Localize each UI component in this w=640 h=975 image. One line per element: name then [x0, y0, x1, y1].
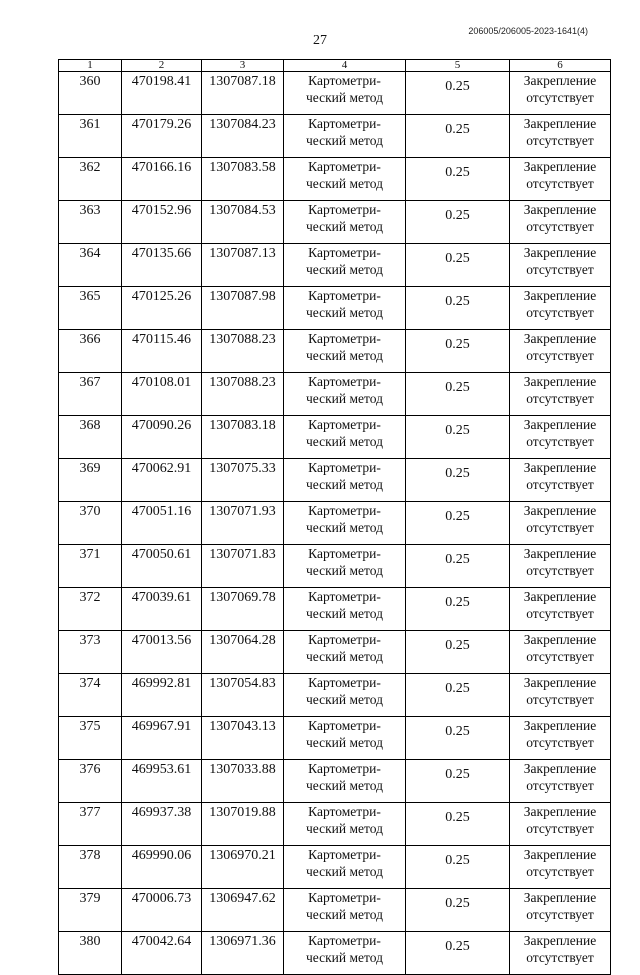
fixing-status-cell: Закрепление отсутствует	[510, 631, 611, 674]
fixing-status-cell: Закрепление отсутствует	[510, 244, 611, 287]
x-coordinate-cell: 470179.26	[122, 115, 202, 158]
point-number-cell: 366	[59, 330, 122, 373]
fixing-status-cell: Закрепление отсутствует	[510, 717, 611, 760]
y-coordinate-cell: 1307069.78	[202, 588, 284, 631]
page-number: 27	[313, 33, 327, 48]
point-number-cell: 370	[59, 502, 122, 545]
x-coordinate-cell: 470115.46	[122, 330, 202, 373]
method-cell: Картометри- ческий метод	[284, 201, 406, 244]
method-cell: Картометри- ческий метод	[284, 115, 406, 158]
accuracy-cell: 0.25	[406, 674, 510, 717]
fixing-status-cell: Закрепление отсутствует	[510, 459, 611, 502]
x-coordinate-cell: 469990.06	[122, 846, 202, 889]
accuracy-cell: 0.25	[406, 330, 510, 373]
x-coordinate-cell: 469992.81	[122, 674, 202, 717]
fixing-status-cell: Закрепление отсутствует	[510, 330, 611, 373]
fixing-status-cell: Закрепление отсутствует	[510, 502, 611, 545]
accuracy-cell: 0.25	[406, 760, 510, 803]
column-header: 3	[202, 60, 284, 72]
x-coordinate-cell: 470039.61	[122, 588, 202, 631]
y-coordinate-cell: 1307043.13	[202, 717, 284, 760]
point-number-cell: 362	[59, 158, 122, 201]
table-row	[59, 588, 611, 631]
accuracy-cell: 0.25	[406, 588, 510, 631]
fixing-status-cell: Закрепление отсутствует	[510, 545, 611, 588]
point-number-cell: 367	[59, 373, 122, 416]
point-number-cell: 371	[59, 545, 122, 588]
method-cell: Картометри- ческий метод	[284, 502, 406, 545]
point-number-cell: 379	[59, 889, 122, 932]
y-coordinate-cell: 1307083.58	[202, 158, 284, 201]
accuracy-cell: 0.25	[406, 846, 510, 889]
table-header-row	[59, 60, 611, 72]
table-row	[59, 631, 611, 674]
accuracy-cell: 0.25	[406, 201, 510, 244]
point-number-cell: 378	[59, 846, 122, 889]
x-coordinate-cell: 470062.91	[122, 459, 202, 502]
y-coordinate-cell: 1306971.36	[202, 932, 284, 975]
method-cell: Картометри- ческий метод	[284, 330, 406, 373]
table-row	[59, 72, 611, 115]
column-header: 4	[284, 60, 406, 72]
point-number-cell: 364	[59, 244, 122, 287]
x-coordinate-cell: 469953.61	[122, 760, 202, 803]
method-cell: Картометри- ческий метод	[284, 545, 406, 588]
fixing-status-cell: Закрепление отсутствует	[510, 416, 611, 459]
x-coordinate-cell: 470135.66	[122, 244, 202, 287]
accuracy-cell: 0.25	[406, 631, 510, 674]
point-number-cell: 375	[59, 717, 122, 760]
y-coordinate-cell: 1307033.88	[202, 760, 284, 803]
table-row	[59, 717, 611, 760]
y-coordinate-cell: 1307071.83	[202, 545, 284, 588]
accuracy-cell: 0.25	[406, 373, 510, 416]
fixing-status-cell: Закрепление отсутствует	[510, 803, 611, 846]
fixing-status-cell: Закрепление отсутствует	[510, 158, 611, 201]
y-coordinate-cell: 1307087.98	[202, 287, 284, 330]
accuracy-cell: 0.25	[406, 244, 510, 287]
y-coordinate-cell: 1307071.93	[202, 502, 284, 545]
fixing-status-cell: Закрепление отсутствует	[510, 932, 611, 975]
table-row	[59, 846, 611, 889]
method-cell: Картометри- ческий метод	[284, 760, 406, 803]
point-number-cell: 365	[59, 287, 122, 330]
x-coordinate-cell: 470198.41	[122, 72, 202, 115]
table-row	[59, 244, 611, 287]
table-row	[59, 502, 611, 545]
y-coordinate-cell: 1307054.83	[202, 674, 284, 717]
coordinates-table	[58, 59, 611, 975]
table-row	[59, 416, 611, 459]
x-coordinate-cell: 469937.38	[122, 803, 202, 846]
point-number-cell: 363	[59, 201, 122, 244]
x-coordinate-cell: 470051.16	[122, 502, 202, 545]
table-row	[59, 201, 611, 244]
method-cell: Картометри- ческий метод	[284, 244, 406, 287]
table-row	[59, 545, 611, 588]
table-row	[59, 932, 611, 975]
accuracy-cell: 0.25	[406, 459, 510, 502]
method-cell: Картометри- ческий метод	[284, 932, 406, 975]
method-cell: Картометри- ческий метод	[284, 416, 406, 459]
x-coordinate-cell: 470050.61	[122, 545, 202, 588]
method-cell: Картометри- ческий метод	[284, 588, 406, 631]
fixing-status-cell: Закрепление отсутствует	[510, 72, 611, 115]
column-header: 2	[122, 60, 202, 72]
fixing-status-cell: Закрепление отсутствует	[510, 115, 611, 158]
column-header: 1	[59, 60, 122, 72]
y-coordinate-cell: 1306947.62	[202, 889, 284, 932]
y-coordinate-cell: 1307083.18	[202, 416, 284, 459]
accuracy-cell: 0.25	[406, 115, 510, 158]
fixing-status-cell: Закрепление отсутствует	[510, 846, 611, 889]
accuracy-cell: 0.25	[406, 72, 510, 115]
accuracy-cell: 0.25	[406, 717, 510, 760]
column-header: 5	[406, 60, 510, 72]
table-body	[59, 72, 611, 975]
point-number-cell: 361	[59, 115, 122, 158]
fixing-status-cell: Закрепление отсутствует	[510, 760, 611, 803]
table-row	[59, 803, 611, 846]
y-coordinate-cell: 1307087.13	[202, 244, 284, 287]
table-row	[59, 459, 611, 502]
x-coordinate-cell: 470006.73	[122, 889, 202, 932]
accuracy-cell: 0.25	[406, 502, 510, 545]
y-coordinate-cell: 1307075.33	[202, 459, 284, 502]
point-number-cell: 377	[59, 803, 122, 846]
accuracy-cell: 0.25	[406, 932, 510, 975]
point-number-cell: 360	[59, 72, 122, 115]
method-cell: Картометри- ческий метод	[284, 846, 406, 889]
accuracy-cell: 0.25	[406, 889, 510, 932]
accuracy-cell: 0.25	[406, 416, 510, 459]
accuracy-cell: 0.25	[406, 545, 510, 588]
method-cell: Картометри- ческий метод	[284, 631, 406, 674]
x-coordinate-cell: 470125.26	[122, 287, 202, 330]
column-header: 6	[510, 60, 611, 72]
y-coordinate-cell: 1307084.53	[202, 201, 284, 244]
fixing-status-cell: Закрепление отсутствует	[510, 674, 611, 717]
y-coordinate-cell: 1307084.23	[202, 115, 284, 158]
method-cell: Картометри- ческий метод	[284, 158, 406, 201]
point-number-cell: 376	[59, 760, 122, 803]
fixing-status-cell: Закрепление отсутствует	[510, 373, 611, 416]
method-cell: Картометри- ческий метод	[284, 459, 406, 502]
accuracy-cell: 0.25	[406, 158, 510, 201]
point-number-cell: 380	[59, 932, 122, 975]
table-row	[59, 330, 611, 373]
table-row	[59, 287, 611, 330]
method-cell: Картометри- ческий метод	[284, 674, 406, 717]
point-number-cell: 368	[59, 416, 122, 459]
x-coordinate-cell: 469967.91	[122, 717, 202, 760]
x-coordinate-cell: 470013.56	[122, 631, 202, 674]
table-row	[59, 760, 611, 803]
x-coordinate-cell: 470108.01	[122, 373, 202, 416]
x-coordinate-cell: 470166.16	[122, 158, 202, 201]
method-cell: Картометри- ческий метод	[284, 72, 406, 115]
table-row	[59, 889, 611, 932]
point-number-cell: 373	[59, 631, 122, 674]
y-coordinate-cell: 1307088.23	[202, 330, 284, 373]
x-coordinate-cell: 470090.26	[122, 416, 202, 459]
x-coordinate-cell: 470152.96	[122, 201, 202, 244]
y-coordinate-cell: 1307064.28	[202, 631, 284, 674]
y-coordinate-cell: 1306970.21	[202, 846, 284, 889]
method-cell: Картометри- ческий метод	[284, 803, 406, 846]
method-cell: Картометри- ческий метод	[284, 287, 406, 330]
point-number-cell: 374	[59, 674, 122, 717]
fixing-status-cell: Закрепление отсутствует	[510, 889, 611, 932]
fixing-status-cell: Закрепление отсутствует	[510, 201, 611, 244]
method-cell: Картометри- ческий метод	[284, 889, 406, 932]
document-id: 206005/206005-2023-1641(4)	[468, 26, 588, 36]
table-row	[59, 158, 611, 201]
y-coordinate-cell: 1307087.18	[202, 72, 284, 115]
fixing-status-cell: Закрепление отсутствует	[510, 588, 611, 631]
y-coordinate-cell: 1307088.23	[202, 373, 284, 416]
accuracy-cell: 0.25	[406, 287, 510, 330]
y-coordinate-cell: 1307019.88	[202, 803, 284, 846]
method-cell: Картометри- ческий метод	[284, 373, 406, 416]
point-number-cell: 372	[59, 588, 122, 631]
table-row	[59, 674, 611, 717]
point-number-cell: 369	[59, 459, 122, 502]
method-cell: Картометри- ческий метод	[284, 717, 406, 760]
fixing-status-cell: Закрепление отсутствует	[510, 287, 611, 330]
table-row	[59, 373, 611, 416]
table-row	[59, 115, 611, 158]
x-coordinate-cell: 470042.64	[122, 932, 202, 975]
accuracy-cell: 0.25	[406, 803, 510, 846]
